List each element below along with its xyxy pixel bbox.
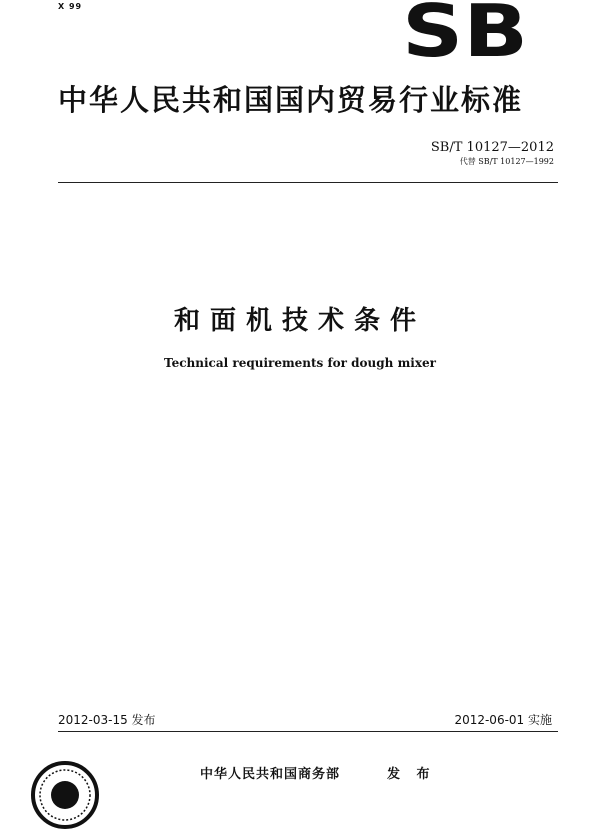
classification-code: X 99	[58, 2, 83, 11]
bottom-divider	[58, 731, 558, 732]
standard-number: SB/T 10127—2012	[430, 140, 554, 155]
publisher-name: 中华人民共和国商务部	[200, 767, 341, 782]
publish-label: 发 布	[387, 767, 436, 782]
standard-title: 中华人民共和国国内贸易行业标准	[58, 83, 524, 117]
document-title-chinese: 和面机技术条件	[173, 306, 426, 336]
sb-logo-text: SB	[402, 0, 528, 60]
sb-logo	[400, 0, 530, 60]
implementation-date: 2012-06-01 实施	[454, 713, 552, 727]
official-seal-icon	[30, 760, 100, 830]
supersedes-note: 代替 SB/T 10127—1992	[459, 157, 554, 166]
top-divider	[58, 182, 558, 183]
issue-date: 2012-03-15 发布	[58, 713, 156, 727]
document-title-english: Technical requirements for dough mixer	[164, 356, 436, 370]
